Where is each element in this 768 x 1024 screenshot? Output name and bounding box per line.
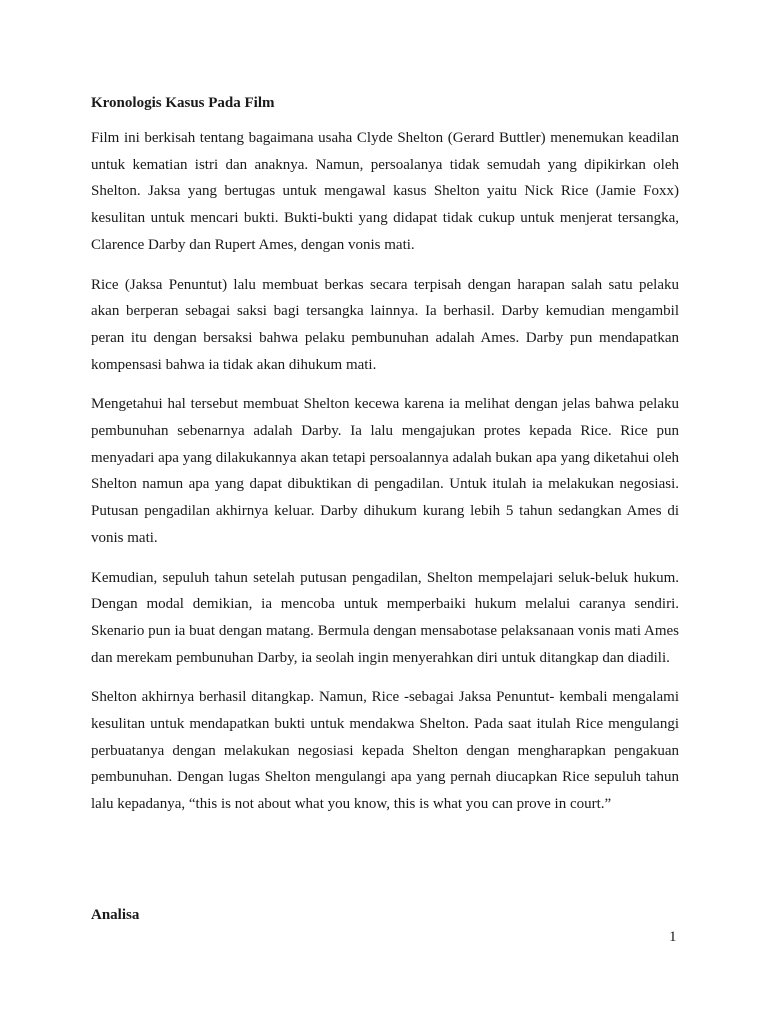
section-heading-analisa: Analisa <box>91 907 140 923</box>
paragraph-5: Shelton akhirnya berhasil ditangkap. Namun, Rice -sebagai Jaksa Penuntut- kembali mengalami kesulitan untuk mendapatkan bukti untuk mendakwa Shelton. Pada saat itulah Rice mengulangi perbuatanya dengan melakukan negosiasi kepada Shelton dengan mengharapkan pengakuan pembunuhan. Dengan lugas Shelton mengulangi apa yang pernah diucapkan Rice sepuluh tahun lalu kepadanya, “this is not about what you know, this is what you can prove in court.” <box>91 689 679 813</box>
paragraph-1: Film ini berkisah tentang bagaimana usaha Clyde Shelton (Gerard Buttler) menemukan keadilan untuk kematian istri dan anaknya. Namun, persoalanya tidak semudah yang dipikirkan oleh Shelton. Jaksa yang bertugas untuk mengawal kasus Shelton yaitu Nick Rice (Jamie Foxx) kesulitan untuk mencari bukti. Bukti-bukti yang didapat tidak cukup untuk menjerat tersangka, Clarence Darby dan Rupert Ames, dengan vonis mati. <box>91 130 679 253</box>
paragraph-4: Kemudian, sepuluh tahun setelah putusan pengadilan, Shelton mempelajari seluk-beluk hukum. Dengan modal demikian, ia mencoba untuk memperbaiki hukum melalui caranya sendiri. Skenario pun ia buat dengan matang. Bermula dengan mensabotase pelaksanaan vonis mati Ames dan merekam pembunuhan Darby, ia seolah ingin menyerahkan diri untuk ditangkap dan diadili. <box>91 569 679 666</box>
page-number: 1 <box>669 929 677 945</box>
document-title: Kronologis Kasus Pada Film <box>91 95 275 111</box>
paragraph-3: Mengetahui hal tersebut membuat Shelton kecewa karena ia melihat dengan jelas bahwa pelaku pembunuhan sebenarnya adalah Darby. Ia lalu mengajukan protes kepada Rice. Rice pun menyadari apa yang dilakukannya akan tetapi persoalannya adalah bukan apa yang diketahui oleh Shelton namun apa yang dapat dibuktikan di pengadilan. Untuk itulah ia melakukan negosiasi. Putusan pengadilan akhirnya keluar. Darby dihukum kurang lebih 5 tahun sedangkan Ames di vonis mati. <box>91 396 679 546</box>
paragraph-2: Rice (Jaksa Penuntut) lalu membuat berkas secara terpisah dengan harapan salah satu pelaku akan berperan sebagai saksi bagi tersangka lainnya. Ia berhasil. Darby kemudian mengambil peran itu dengan bersaksi bahwa pelaku pembunuhan adalah Ames. Darby pun mendapatkan kompensasi bahwa ia tidak akan dihukum mati. <box>91 276 679 373</box>
document-body <box>91 90 679 831</box>
